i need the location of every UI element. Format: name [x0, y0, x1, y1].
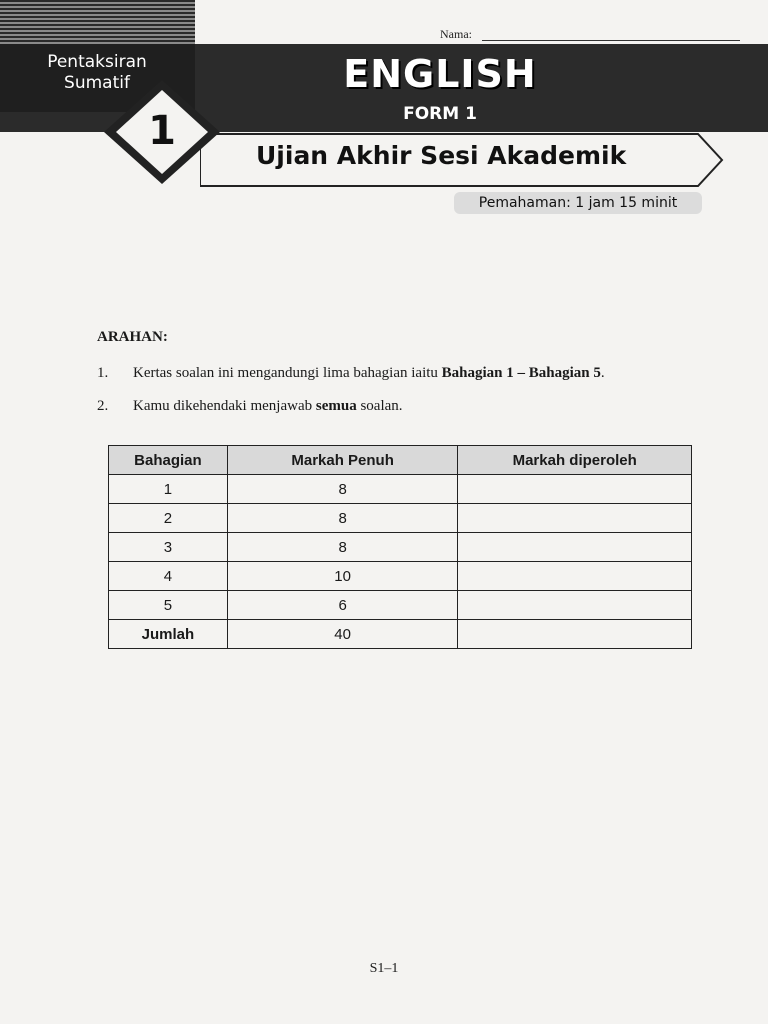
cell-markah-penuh: 8: [227, 504, 458, 533]
col-header-bahagian: Bahagian: [109, 446, 228, 475]
assessment-tag-label: Pentaksiran Sumatif: [47, 52, 147, 93]
cell-bahagian: 4: [109, 562, 228, 591]
table-row: [109, 562, 692, 591]
cell-bahagian: 1: [109, 475, 228, 504]
exam-title: Ujian Akhir Sesi Akademik: [256, 141, 627, 170]
cell-markah-penuh: 8: [227, 475, 458, 504]
cell-total-label: Jumlah: [109, 620, 228, 649]
duration-label: Pemahaman: 1 jam 15 minit: [454, 192, 702, 214]
cell-markah-diperoleh[interactable]: [458, 504, 692, 533]
cell-markah-diperoleh[interactable]: [458, 475, 692, 504]
table-row: [109, 533, 692, 562]
page-code: S1–1: [369, 961, 399, 976]
table-row: [109, 591, 692, 620]
cell-markah-penuh: 10: [227, 562, 458, 591]
cell-markah-diperoleh[interactable]: [458, 533, 692, 562]
cell-markah-penuh: 6: [227, 591, 458, 620]
table-row: [109, 504, 692, 533]
instruction-number: 2.: [97, 398, 109, 414]
marks-table: [108, 445, 692, 649]
table-row: [109, 475, 692, 504]
cell-total-diperoleh[interactable]: [458, 620, 692, 649]
cell-markah-diperoleh[interactable]: [458, 562, 692, 591]
col-header-markah-penuh: Markah Penuh: [227, 446, 458, 475]
cell-markah-diperoleh[interactable]: [458, 591, 692, 620]
cell-bahagian: 5: [109, 591, 228, 620]
subject-title: ENGLISH: [343, 52, 537, 96]
cell-markah-penuh: 8: [227, 533, 458, 562]
instruction-text: Kamu dikehendaki menjawab semua soalan.: [133, 398, 403, 414]
instructions-heading: ARAHAN:: [97, 329, 168, 345]
instruction-number: 1.: [97, 365, 109, 381]
paper-number: 1: [148, 108, 176, 154]
cell-bahagian: 3: [109, 533, 228, 562]
col-header-markah-diperoleh: Markah diperoleh: [458, 446, 692, 475]
header-stripes: [0, 0, 195, 44]
form-level: FORM 1: [403, 104, 477, 124]
name-field-line[interactable]: [482, 40, 740, 41]
cell-bahagian: 2: [109, 504, 228, 533]
table-header-row: [109, 446, 692, 475]
cell-total-penuh: 40: [227, 620, 458, 649]
table-total-row: [109, 620, 692, 649]
instruction-text: Kertas soalan ini mengandungi lima bahagian iaitu Bahagian 1 – Bahagian 5.: [133, 365, 605, 381]
name-label: Nama:: [440, 27, 472, 41]
